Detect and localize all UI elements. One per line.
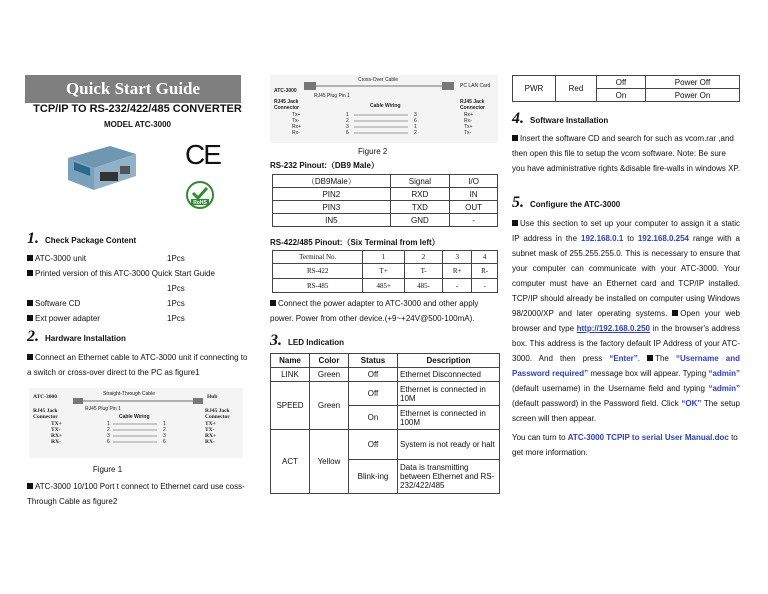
- rs232-title: RS-232 Pinout:（DB9 Male）: [270, 161, 379, 170]
- model-label: MODEL ATC-3000: [104, 120, 171, 129]
- port-paragraph: ATC-3000 10/100 Port t connect to Ethernet card use coss-Through Cable as figure2: [27, 482, 245, 506]
- list-item: Ext power adapter 1Pcs: [27, 311, 249, 326]
- rohs-logo: [185, 180, 215, 210]
- product-subtitle: TCP/IP TO RS-232/422/485 CONVERTER: [33, 103, 242, 115]
- device-image: [62, 138, 140, 194]
- rs422-table: Terminal No. 1 2 3 4 RS-422 T+ T- R+ R- RS-485 485+ 485- - -: [272, 250, 498, 293]
- figure2-caption: Figure 2: [358, 147, 388, 156]
- pwr-table: PWR Red Off Power Off On Power On: [512, 75, 740, 102]
- rs422-title: RS-422/485 Pinout:（Six Terminal from left）: [270, 238, 440, 247]
- section5-heading: 5. Configure the ATC-3000: [512, 194, 621, 211]
- figure1-diagram: ATC-3000 Hub Straight-Through Cable RJ45 Plug Pin 1 RJ45 Jack Connector RJ45 Jack Connector Cable Wiring TX+ TX- RX+ RX- 1 2 3 6 1 2 3 6 TX+ TX- RX+ RX-: [29, 388, 243, 458]
- list-item: ATC-3000 unit 1Pcs: [27, 251, 249, 266]
- power-note: Connect the power adapter to ATC-3000 and other apply power. Power from other device.(+9~+24V@500-100mA).: [270, 299, 479, 323]
- hardware-paragraph: Connect an Ethernet cable to ATC-3000 unit if connecting to a switch or cross-over direct to the PC as figure1: [27, 353, 248, 377]
- section4-heading: 4. Software Installation: [512, 110, 609, 127]
- router-url-link[interactable]: http://192.168.0.250: [576, 324, 650, 333]
- section2-heading: 2. Hardware Installation: [27, 328, 126, 345]
- package-list: [27, 251, 249, 326]
- configure-paragraph: Use this section to set up your computer to assign it a static IP address in the 192.168.0.1 to 192.168.0.254 range with a subnet mask of 255.255.255.0. This is necessary to ensure that your computer can communicate with your ATC-3000. Your computer must have an Ethernet card and TCP/IP installed. TCP/IP should already be installed on computer using Windows 98/2000/XP and later operating systems. Open your web browser and type http://192.168.0.250 in the browser's address box. This address is the factory default IP Address of your ATC-3000. And then press “Enter”. The “Username and Password required” message box will appear. Typing “admin” (default username) in the Username field and typing “admin” (default password) in the Password field. Click “OK” The setup screen will then appear.: [512, 219, 741, 423]
- list-item: Printed version of this ATC-3000 Quick Start Guide: [27, 266, 249, 281]
- manual-paragraph: You can turn to ATC-3000 TCPIP to serial User Manual.doc to get more information.: [512, 433, 738, 457]
- section3-heading: 3. LED Indication: [270, 332, 344, 349]
- page-title: Quick Start Guide: [25, 75, 241, 103]
- section1-heading: 1. Check Package Content: [27, 230, 137, 247]
- list-item: Software CD 1Pcs: [27, 296, 249, 311]
- figure2-diagram: ATC-3000 PC LAN Card Cross-Over Cable RJ45 Plug Pin 1 RJ45 Jack Connector RJ45 Jack Connector Cable Wiring Tx+ Tx- Rx+ Rx- 1 2 3 6 3 6 1 2 Rx+ Rx- Tx+ Tx-: [270, 75, 498, 143]
- ce-logo: CE: [185, 139, 220, 170]
- software-paragraph: Insert the software CD and search for such as vcom.rar ,and then open this file to setup the vcom software. Note: Be sure you have administrative rights &disable fire-walls in windows XP.: [512, 134, 740, 173]
- figure1-caption: Figure 1: [92, 465, 123, 474]
- list-item-qty: 1Pcs: [167, 284, 185, 293]
- rs232-table: （DB9Male） Signal I/O PIN2 RXD IN PIN3 TXD OUT IN5 GND -: [272, 174, 498, 227]
- led-table: Name Color Status Description LINK Green Off Ethernet Disconnected SPEED Green Off Ethernet is connected in 10M On Ethernet is connected in 100M ACT Yellow Off System is not ready or halt Blink-ing Data is transmitting between Ethernet and RS-232/422/485: [270, 353, 500, 494]
- svg-text:RoHS: RoHS: [193, 200, 207, 206]
